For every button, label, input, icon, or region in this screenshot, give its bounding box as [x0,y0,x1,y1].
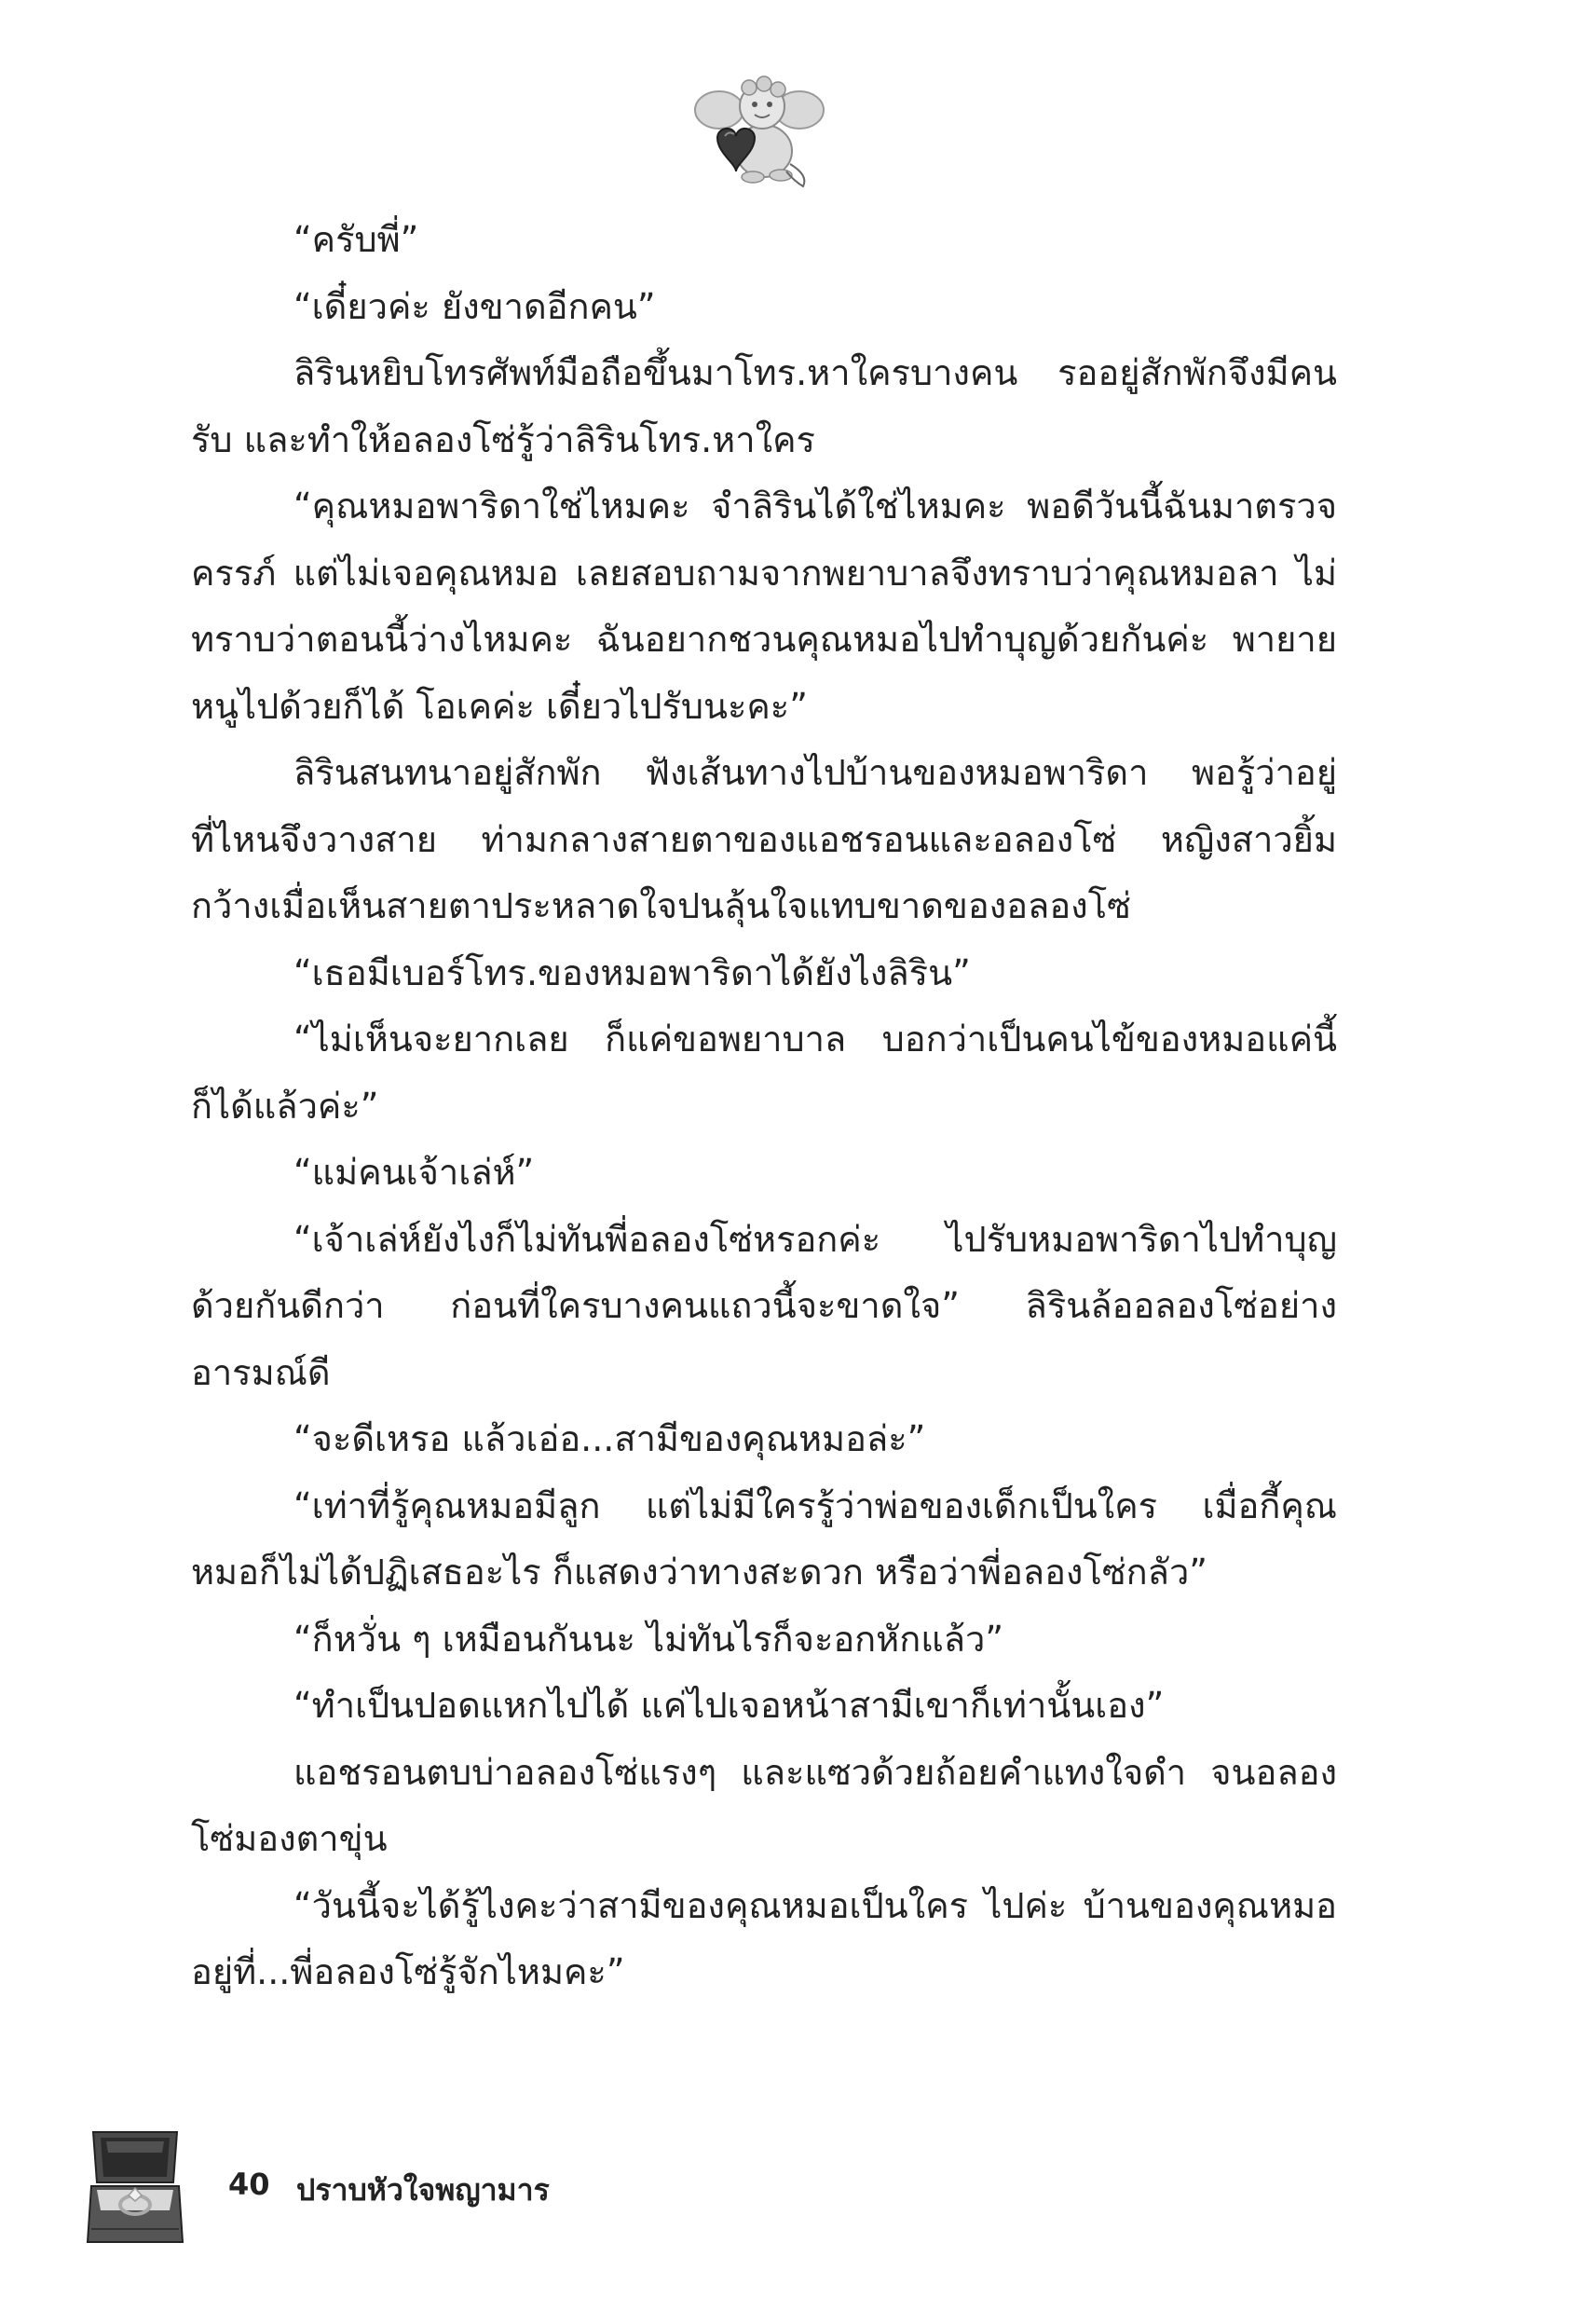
paragraph: “เธอมีเบอร์โทร.ของหมอพาริดาได้ยังไงลิริน” [293,951,971,993]
paragraph: “เจ้าเล่ห์ยังไงก็ไม่ทันพี่อลองโซ่หรอกค่ะ ไปรับหมอพาริดาไปทำบุญด้วยกันดีกว่า ก่อนที่ใครบางคนแถวนี้จะขาดใจ” ลิรินล้ออลองโซ่อย่างอารมณ์ดี [191,1218,1337,1393]
paragraph: ลิรินหยิบโทรศัพท์มือถือขึ้นมาโทร.หาใครบางคน รออยู่สักพักจึงมีคนรับ และทำให้อลองโซ่รู้ว่าลิรินโทร.หาใคร [191,352,1337,460]
paragraph: “ไม่เห็นจะยากเลย ก็แค่ขอพยาบาล บอกว่าเป็นคนไข้ของหมอแค่นี้ก็ได้แล้วค่ะ” [191,1019,1337,1127]
paragraph: “ครับพี่” [293,219,419,260]
page-number: 40 [228,2167,270,2202]
ring-box-icon [84,2125,186,2250]
book-title: ปราบหัวใจพญามาร [296,2172,550,2208]
paragraph: “คุณหมอพาริดาใช่ไหมคะ จำลิรินได้ใช่ไหมคะ พอดีวันนี้ฉันมาตรวจครรภ์ แต่ไม่เจอคุณหมอ เลยสอบถามจากพยาบาลจึงทราบว่าคุณหมอลา ไม่ทราบว่าตอนนี้ว่างไหมคะ ฉันอยากชวนคุณหมอไปทำบุญด้วยกันค่ะ พายายหนูไปด้วยก็ได้ โอเคค่ะ เดี๋ยวไปรับนะคะ” [191,485,1337,727]
paragraph: แอชรอนตบบ่าอลองโซ่แรงๆ และแซวด้วยถ้อยคำแทงใจดำ จนอลองโซ่มองตาขุ่น [191,1751,1337,1859]
paragraph: “ก็หวั่น ๆ เหมือนกันนะ ไม่ทันไรก็จะอกหักแล้ว” [293,1618,1004,1660]
paragraph: “วันนี้จะได้รู้ไงคะว่าสามีของคุณหมอเป็นใคร ไปค่ะ บ้านของคุณหมออยู่ที่...พี่อลองโซ่รู้จักไหมคะ” [191,1884,1337,1992]
paragraph: “เดี๋ยวค่ะ ยังขาดอีกคน” [293,285,656,327]
paragraph: “เท่าที่รู้คุณหมอมีลูก แต่ไม่มีใครรู้ว่าพ่อของเด็กเป็นใคร เมื่อกี้คุณหมอก็ไม่ได้ปฏิเสธอะไร ก็แสดงว่าทางสะดวก หรือว่าพี่อลองโซ่กลัว” [191,1484,1337,1593]
story-body [191,207,1337,2006]
paragraph: “แม่คนเจ้าเล่ห์” [293,1152,535,1193]
paragraph: ลิรินสนทนาอยู่สักพัก ฟังเส้นทางไปบ้านของหมอพาริดา พอรู้ว่าอยู่ที่ไหนจึงวางสาย ท่ามกลางสายตาของแอชรอนและอลองโซ่ หญิงสาวยิ้มกว้างเมื่อเห็นสายตาประหลาดใจปนลุ้นใจแทบขาดของอลองโซ่ [191,752,1337,926]
cupid-with-heart-icon [689,75,829,191]
paragraph: “ทำเป็นปอดแหกไปได้ แค่ไปเจอหน้าสามีเขาก็เท่านั้นเอง” [293,1685,1165,1726]
paragraph: “จะดีเหรอ แล้วเอ่อ...สามีของคุณหมอล่ะ” [293,1418,926,1459]
